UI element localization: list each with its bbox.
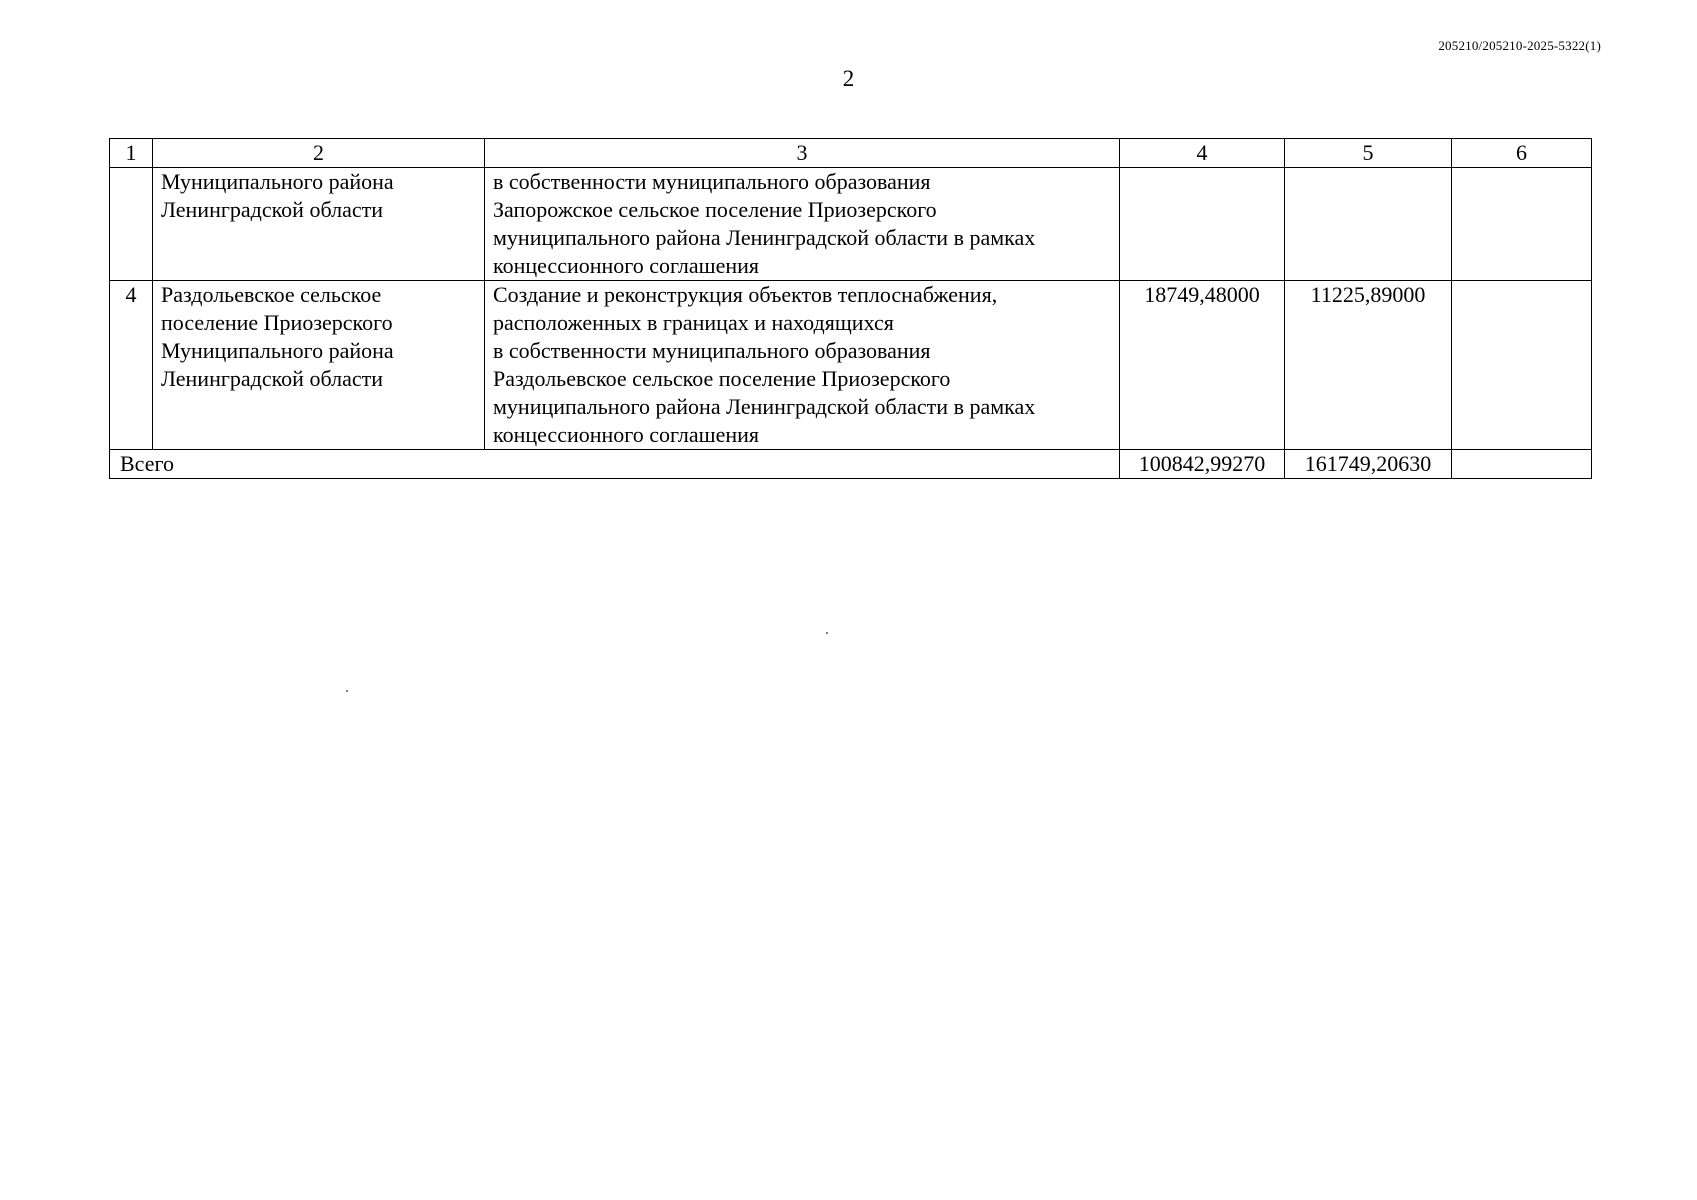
header-col-3: 3: [485, 139, 1120, 168]
municipality-cell: [153, 168, 485, 281]
description-line: Запорожское сельское поселение Приозерского: [493, 197, 937, 222]
header-row: [110, 139, 1592, 168]
document-id: 205210/205210-2025-5322(1): [1438, 38, 1601, 53]
municipality-line: Муниципального района: [161, 338, 394, 363]
header-col-6: 6: [1452, 139, 1592, 168]
header-col-1: 1: [110, 139, 153, 168]
municipality-line: Ленинградской области: [161, 197, 383, 222]
description-line: расположенных в границах и находящихся: [493, 310, 894, 335]
total-col-6: [1452, 450, 1592, 479]
scan-speck: [346, 690, 348, 692]
description-line: муниципального района Ленинградской области в рамках: [493, 394, 1036, 419]
amount-col-5: [1285, 168, 1452, 281]
municipality-line: Раздольевское сельское: [161, 282, 382, 307]
description-cell: [485, 281, 1120, 450]
amount-col-6: [1452, 281, 1592, 450]
municipality-line: Ленинградской области: [161, 366, 383, 391]
total-label: Всего: [110, 450, 1120, 479]
description-line: муниципального района Ленинградской области в рамках: [493, 225, 1036, 250]
description-line: Создание и реконструкция объектов теплоснабжения,: [493, 282, 998, 307]
municipality-line: Муниципального района: [161, 169, 394, 194]
description-line: в собственности муниципального образования: [493, 169, 931, 194]
amount-col-4: [1120, 168, 1285, 281]
description-cell: [485, 168, 1120, 281]
row-index: 4: [110, 281, 153, 450]
total-row: [110, 450, 1592, 479]
table-row: [110, 168, 1592, 281]
description-line: в собственности муниципального образования: [493, 338, 931, 363]
description-line: Раздольевское сельское поселение Приозерского: [493, 366, 951, 391]
header-col-4: 4: [1120, 139, 1285, 168]
description-line: концессионного соглашения: [493, 253, 760, 278]
amount-col-5: 11225,89000: [1285, 281, 1452, 450]
header-col-2: 2: [153, 139, 485, 168]
description-line: концессионного соглашения: [493, 422, 760, 447]
municipality-line: поселение Приозерского: [161, 310, 393, 335]
concession-table: [109, 138, 1592, 479]
amount-col-6: [1452, 168, 1592, 281]
total-col-4: 100842,99270: [1120, 450, 1285, 479]
municipality-cell: [153, 281, 485, 450]
amount-col-4: 18749,48000: [1120, 281, 1285, 450]
scan-speck: [826, 632, 828, 634]
row-index: [110, 168, 153, 281]
table-row: [110, 281, 1592, 450]
total-col-5: 161749,20630: [1285, 450, 1452, 479]
header-col-5: 5: [1285, 139, 1452, 168]
page-number: 2: [842, 66, 855, 91]
